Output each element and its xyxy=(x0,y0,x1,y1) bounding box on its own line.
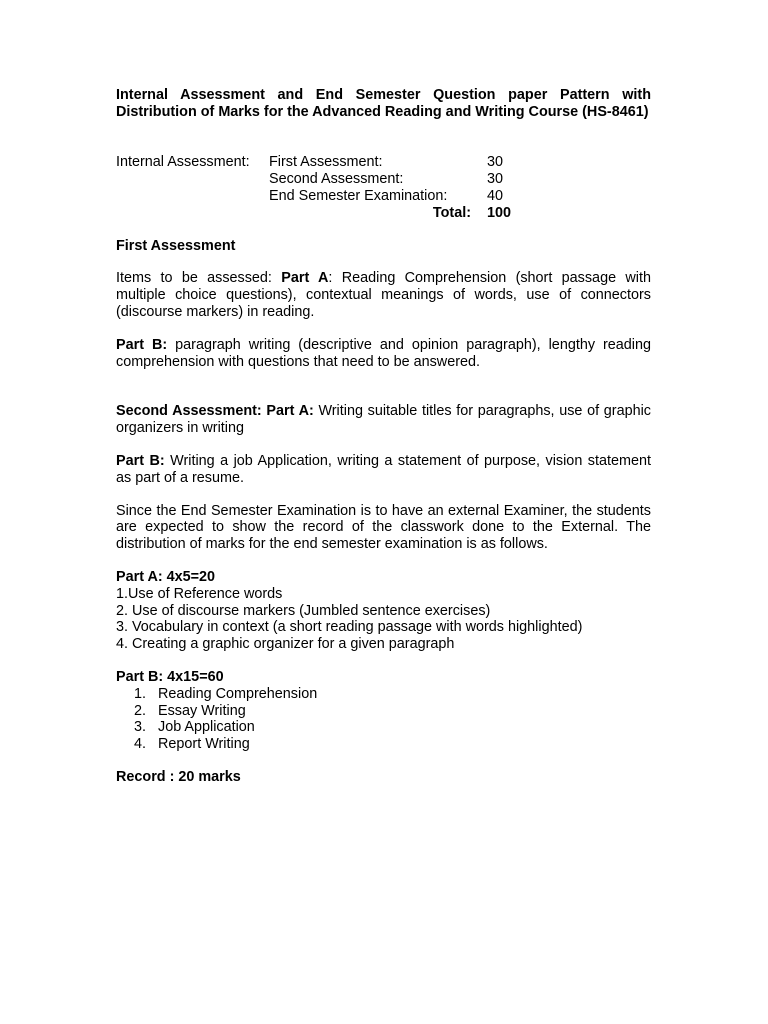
second-assessment-part-b: Part B: Writing a job Application, writing a statement of purpose, vision statement as part of a resume. xyxy=(116,452,651,486)
marks-table xyxy=(116,154,651,222)
list-item: 3. Job Application xyxy=(134,719,255,736)
first-assessment-heading: First Assessment xyxy=(116,237,236,254)
part-b-list xyxy=(116,686,651,753)
list-item: 2. Essay Writing xyxy=(134,702,246,719)
part-a-list xyxy=(116,586,651,653)
second-assessment-part-a: Second Assessment: Part A: Writing suitable titles for paragraphs, use of graphic organizers in writing xyxy=(116,403,651,437)
first-assessment-part-a: Items to be assessed: Part A: Reading Comprehension (short passage with multiple choice questions), contextual meanings of words, use of connectors (discourse markers) in reading. xyxy=(116,270,651,320)
document-title: Internal Assessment and End Semester Question paper Pattern with Distribution of Marks for the Advanced Reading and Writing Course (HS-8461) xyxy=(116,87,651,120)
marks-total-value: 100 xyxy=(487,204,512,221)
marks-row-label: Second Assessment: xyxy=(269,170,404,187)
list-item: 4. Report Writing xyxy=(134,736,250,753)
list-item: 1. Reading Comprehension xyxy=(134,685,318,702)
marks-lead-label: Internal Assessment: xyxy=(116,153,250,170)
marks-row-label: First Assessment: xyxy=(269,153,383,170)
record-marks: Record : 20 marks xyxy=(116,768,241,785)
marks-row-label: End Semester Examination: xyxy=(269,187,448,204)
end-semester-note: Since the End Semester Examination is to have an external Examiner, the students are expected to show the record of the classwork done to the External. The distribution of marks for the end semester examination is as follows. xyxy=(116,502,651,553)
part-b-heading: Part B: 4x15=60 xyxy=(116,668,224,685)
marks-total-label: Total: xyxy=(432,204,471,221)
list-item: 2. Use of discourse markers (Jumbled sentence exercises) xyxy=(116,602,491,619)
part-a-heading: Part A: 4x5=20 xyxy=(116,568,216,585)
marks-row-value: 30 xyxy=(487,153,504,170)
document-body xyxy=(116,87,651,786)
list-item: 1.Use of Reference words xyxy=(116,585,283,602)
first-assessment-part-b: Part B: paragraph writing (descriptive and opinion paragraph), lengthy reading comprehension with questions that need to be answered. xyxy=(116,336,652,370)
marks-row-value: 30 xyxy=(487,170,504,187)
list-item: 4. Creating a graphic organizer for a given paragraph xyxy=(116,636,455,653)
list-item: 3. Vocabulary in context (a short reading passage with words highlighted) xyxy=(116,619,583,636)
marks-row-value: 40 xyxy=(487,187,504,204)
